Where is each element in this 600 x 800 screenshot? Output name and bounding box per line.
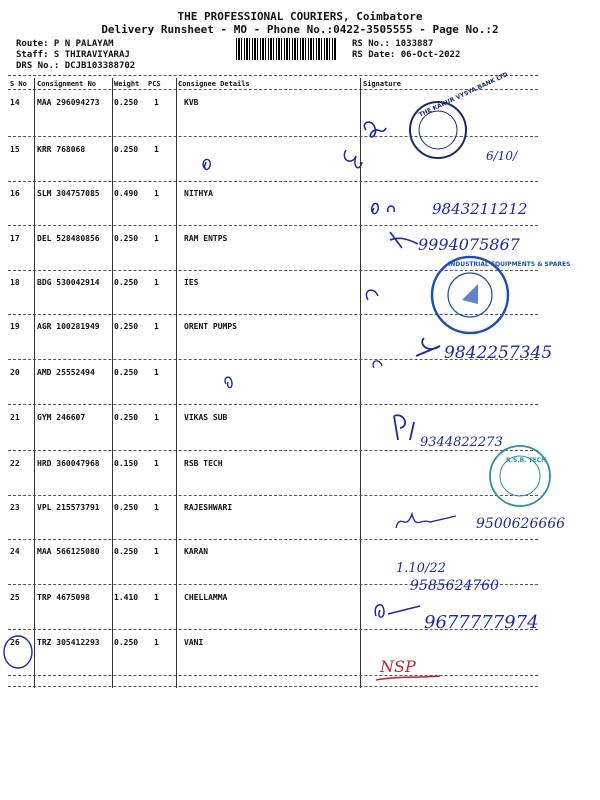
row-weight: 0.250 bbox=[114, 638, 139, 647]
row-sno: 24 bbox=[10, 547, 20, 556]
signature-mark bbox=[375, 605, 420, 617]
row-weight: 0.250 bbox=[114, 98, 139, 107]
row-sno: 15 bbox=[10, 145, 20, 154]
row-consignment: MAA 566125080 bbox=[37, 547, 100, 556]
phone-17: 9994075867 bbox=[418, 235, 520, 254]
row-pcs: 1 bbox=[154, 278, 159, 287]
row-consignment: VPL 215573791 bbox=[37, 503, 100, 512]
drs-number: DRS No.: DCJB103388702 bbox=[16, 61, 136, 71]
row-consignment: GYM 246607 bbox=[37, 413, 86, 422]
phone-24: 9585624760 bbox=[410, 578, 500, 594]
col-consignment: Consignment No bbox=[37, 80, 97, 88]
document-title: THE PROFESSIONAL COURIERS, Coimbatore bbox=[177, 10, 423, 23]
row-pcs: 1 bbox=[154, 638, 159, 647]
signature-mark bbox=[416, 338, 440, 356]
row-consignee: VIKAS SUB bbox=[184, 413, 228, 422]
row-sno: 17 bbox=[10, 234, 20, 243]
route-label: Route: P N PALAYAM bbox=[16, 39, 114, 49]
signature-mark bbox=[396, 514, 456, 528]
signature-mark bbox=[344, 150, 362, 168]
row-26-circle-mark bbox=[4, 636, 32, 668]
kvb-date: 6/10/ bbox=[486, 149, 517, 163]
signature-mark bbox=[203, 159, 210, 169]
row-consignment: AMD 25552494 bbox=[37, 368, 95, 377]
row-consignee: CHELLAMMA bbox=[184, 593, 228, 602]
row-consignment: KRR 768068 bbox=[37, 145, 86, 154]
row-consignee: KARAN bbox=[184, 547, 209, 556]
col-weight: Weight bbox=[114, 80, 140, 88]
signature-mark bbox=[394, 415, 414, 440]
row-consignment: MAA 296094273 bbox=[37, 98, 100, 107]
row-weight: 1.410 bbox=[114, 593, 139, 602]
ies-stamp bbox=[432, 257, 570, 333]
signature-mark bbox=[372, 203, 395, 213]
row-pcs: 1 bbox=[154, 593, 159, 602]
row-pcs: 1 bbox=[154, 368, 159, 377]
row-weight: 0.250 bbox=[114, 322, 139, 331]
row-sno: 19 bbox=[10, 322, 20, 331]
row-weight: 0.490 bbox=[114, 189, 139, 198]
row-consignee: RSB TECH bbox=[184, 459, 223, 468]
rsb-stamp bbox=[490, 446, 550, 506]
row-pcs: 1 bbox=[154, 145, 159, 154]
row-weight: 0.250 bbox=[114, 547, 139, 556]
signature-mark bbox=[390, 232, 418, 248]
row-consignee: IES bbox=[184, 278, 199, 287]
phone-21: 9344822273 bbox=[420, 435, 503, 450]
document-subtitle: Delivery Runsheet - MO - Phone No.:0422-3505555 - Page No.:2 bbox=[101, 23, 499, 36]
row-weight: 0.250 bbox=[114, 234, 139, 243]
rs-date: RS Date: 06-Oct-2022 bbox=[352, 50, 461, 60]
row-consignee: RAJESHWARI bbox=[184, 503, 233, 512]
nsp-note: NSP bbox=[380, 657, 416, 676]
row-consignee: RAM ENTPS bbox=[184, 234, 228, 243]
row-weight: 0.250 bbox=[114, 278, 139, 287]
row-sno: 14 bbox=[10, 98, 20, 107]
row-weight: 0.150 bbox=[114, 459, 139, 468]
phone-16: 9843211212 bbox=[432, 200, 528, 218]
rsb-stamp-text: R.S.B. TECH bbox=[506, 457, 547, 464]
row-sno: 22 bbox=[10, 459, 20, 468]
row-consignment: SLM 304757085 bbox=[37, 189, 100, 198]
row-pcs: 1 bbox=[154, 189, 159, 198]
row-consignee: VANI bbox=[184, 638, 204, 647]
row-consignment: TRZ 305412293 bbox=[37, 638, 100, 647]
row-sno: 26 bbox=[10, 638, 20, 647]
col-pcs: PCS bbox=[148, 80, 161, 88]
row-pcs: 1 bbox=[154, 459, 159, 468]
row-sno: 23 bbox=[10, 503, 20, 512]
phone-19: 9842257345 bbox=[444, 343, 553, 363]
row-sno: 16 bbox=[10, 189, 20, 198]
row-pcs: 1 bbox=[154, 413, 159, 422]
signature-mark bbox=[225, 377, 232, 387]
row-pcs: 1 bbox=[154, 98, 159, 107]
col-sno: S No bbox=[10, 80, 27, 88]
nsp-underline bbox=[376, 676, 440, 680]
row-consignment: AGR 100281949 bbox=[37, 322, 100, 331]
row-consignment: TRP 4675098 bbox=[37, 593, 90, 602]
phone-25: 9677777974 bbox=[424, 612, 539, 633]
row-weight: 0.250 bbox=[114, 145, 139, 154]
row-pcs: 1 bbox=[154, 322, 159, 331]
col-consignee: Consignee Details bbox=[178, 80, 250, 88]
row-consignee: ORENT PUMPS bbox=[184, 322, 237, 331]
signature-mark bbox=[364, 122, 386, 137]
phone-23: 9500626666 bbox=[476, 516, 566, 532]
ies-stamp-text: INDUSTRIAL EQUIPMENTS & SPARES bbox=[448, 261, 571, 268]
staff-label: Staff: S THIRAVIYARAJ bbox=[16, 50, 130, 60]
row-weight: 0.250 bbox=[114, 503, 139, 512]
row-consignment: HRD 360047968 bbox=[37, 459, 100, 468]
row-sno: 18 bbox=[10, 278, 20, 287]
kvb-stamp-text: THE KARUR VYSYA BANK LTD bbox=[417, 71, 510, 119]
rs-number: RS No.: 1033887 bbox=[352, 39, 434, 49]
signature-mark bbox=[366, 290, 378, 300]
row-consignment: BDG 530042914 bbox=[37, 278, 100, 287]
kvb-stamp bbox=[410, 71, 509, 158]
row-weight: 0.250 bbox=[114, 368, 139, 377]
row-consignee: NITHYA bbox=[184, 189, 213, 198]
row-pcs: 1 bbox=[154, 547, 159, 556]
row-sno: 25 bbox=[10, 593, 20, 602]
row-sno: 21 bbox=[10, 413, 20, 422]
date-24: 1.10/22 bbox=[396, 561, 446, 576]
row-pcs: 1 bbox=[154, 503, 159, 512]
row-consignment: DEL 528480856 bbox=[37, 234, 100, 243]
row-consignee: KVB bbox=[184, 98, 199, 107]
signature-mark bbox=[373, 361, 382, 368]
row-weight: 0.250 bbox=[114, 413, 139, 422]
row-pcs: 1 bbox=[154, 234, 159, 243]
row-sno: 20 bbox=[10, 368, 20, 377]
col-signature: Signature bbox=[363, 80, 401, 88]
